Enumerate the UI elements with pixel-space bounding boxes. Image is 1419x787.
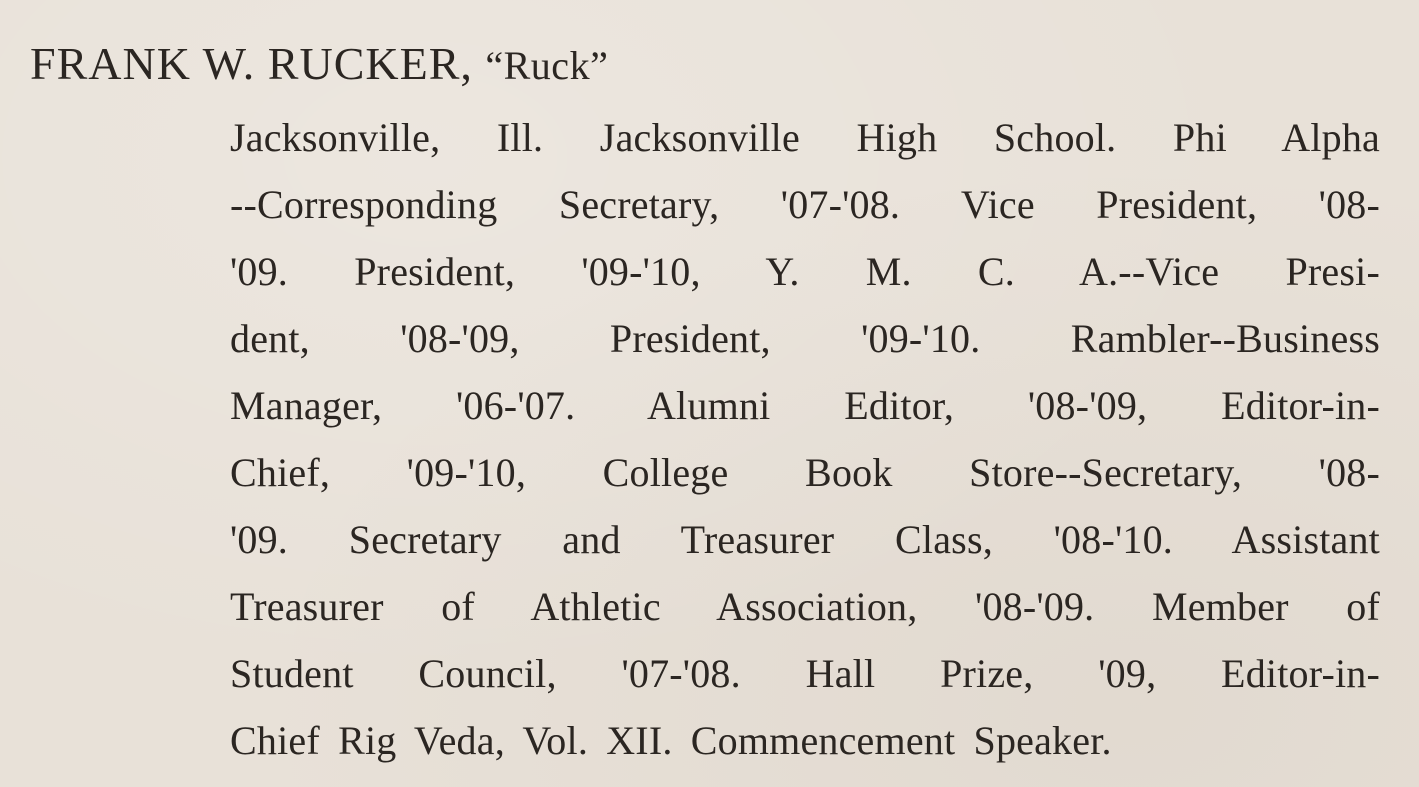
- bio-line: '09. President, '09-'10, Y. M. C. A.--Vice Presi-: [230, 249, 1380, 294]
- bio-line: Chief Rig Veda, Vol. XII. Commencement Speaker.: [230, 718, 1112, 763]
- bio-line: '09. Secretary and Treasurer Class, '08-'10. Assistant: [230, 517, 1380, 562]
- bio-line: Treasurer of Athletic Association, '08-'09. Member of: [230, 584, 1380, 629]
- bio-line: Chief, '09-'10, College Book Store--Secretary, '08-: [230, 450, 1380, 495]
- student-biography: [230, 104, 1380, 774]
- student-name: FRANK W. RUCKER,: [30, 38, 473, 89]
- bio-line: Jacksonville, Ill. Jacksonville High School. Phi Alpha: [230, 115, 1380, 160]
- student-nickname: “Ruck”: [485, 43, 609, 88]
- bio-line: dent, '08-'09, President, '09-'10. Rambler--Business: [230, 316, 1380, 361]
- bio-line: Manager, '06-'07. Alumni Editor, '08-'09, Editor-in-: [230, 383, 1380, 428]
- bio-line: Student Council, '07-'08. Hall Prize, '09, Editor-in-: [230, 651, 1380, 696]
- bio-line: --Corresponding Secretary, '07-'08. Vice President, '08-: [230, 182, 1380, 227]
- student-name-heading: [30, 36, 608, 94]
